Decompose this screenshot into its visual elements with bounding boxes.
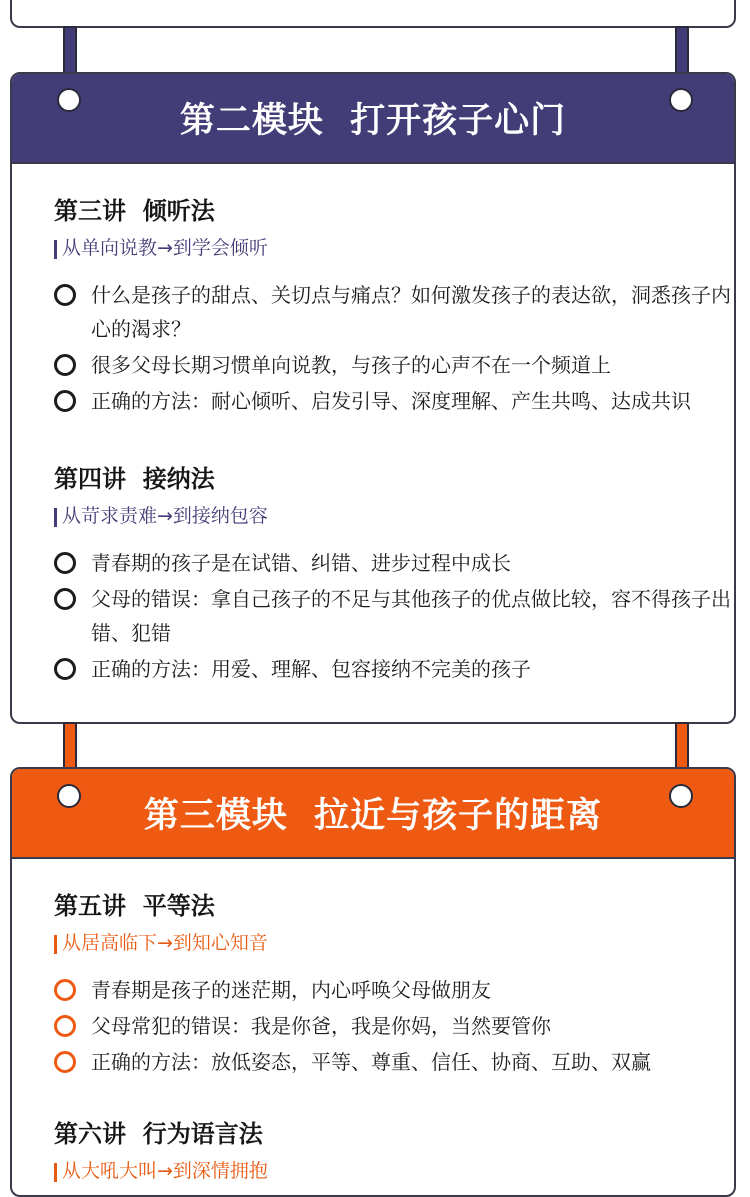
point-text: 父母常犯的错误：我是你爸，我是你妈，当然要管你 [91,1014,551,1038]
list-item [54,582,736,650]
hanger-ring-left [57,784,81,808]
lecture-4 [54,462,736,688]
point-text: 青春期是孩子的迷茫期，内心呼唤父母做朋友 [91,978,491,1002]
circle-bullet-icon [54,390,76,412]
list-item [54,546,736,580]
list-item [54,652,736,686]
module-3-card [10,767,736,1197]
list-item [54,1009,736,1043]
list-item [54,384,736,418]
point-text: 正确的方法：耐心倾听、启发引导、深度理解、产生共鸣、达成共识 [91,389,691,413]
circle-bullet-icon [54,1051,76,1073]
lecture-title: 第三讲 倾听法 [54,197,215,225]
lecture-title: 第五讲 平等法 [54,892,215,920]
list-item [54,1045,736,1079]
previous-module-card [10,0,736,28]
hanger-ring-right [669,784,693,808]
point-text: 正确的方法：放低姿态，平等、尊重、信任、协商、互助、双赢 [91,1050,651,1074]
point-list [54,973,736,1079]
list-item [54,348,736,382]
lecture-title: 第四讲 接纳法 [54,465,215,493]
list-item [54,278,736,346]
module-3-title: 第三模块 拉近与孩子的距离 [143,796,603,836]
point-text: 什么是孩子的甜点、关切点与痛点？如何激发孩子的表达欲，洞悉孩子内心的渴求？ [91,283,731,341]
circle-bullet-icon [54,1015,76,1037]
circle-bullet-icon [54,552,76,574]
list-item [54,973,736,1007]
module-3-header [12,769,734,859]
lecture-subtitle: 从单向说教→到学会倾听 [54,232,736,264]
module-2-header [12,74,734,164]
point-text: 父母的错误：拿自己孩子的不足与其他孩子的优点做比较，容不得孩子出错、犯错 [91,587,731,645]
hanger-ring-left [57,88,81,112]
hanger-ring-right [669,88,693,112]
lecture-6 [54,1117,736,1187]
point-text: 很多父母长期习惯单向说教，与孩子的心声不在一个频道上 [91,353,611,377]
circle-bullet-icon [54,588,76,610]
circle-bullet-icon [54,658,76,680]
lecture-subtitle: 从大吼大叫→到深情拥抱 [54,1155,736,1187]
circle-bullet-icon [54,979,76,1001]
lecture-3 [54,194,736,420]
circle-bullet-icon [54,284,76,306]
lecture-subtitle: 从居高临下→到知心知音 [54,927,736,959]
module-2-title: 第二模块 打开孩子心门 [179,101,567,141]
point-text: 正确的方法：用爱、理解、包容接纳不完美的孩子 [91,657,531,681]
lecture-subtitle: 从苛求责难→到接纳包容 [54,500,736,532]
point-list [54,546,736,686]
point-list [54,278,736,418]
circle-bullet-icon [54,354,76,376]
point-text: 青春期的孩子是在试错、纠错、进步过程中成长 [91,551,511,575]
module-2-card [10,72,736,724]
lecture-5 [54,889,736,1081]
lecture-title: 第六讲 行为语言法 [54,1120,263,1148]
